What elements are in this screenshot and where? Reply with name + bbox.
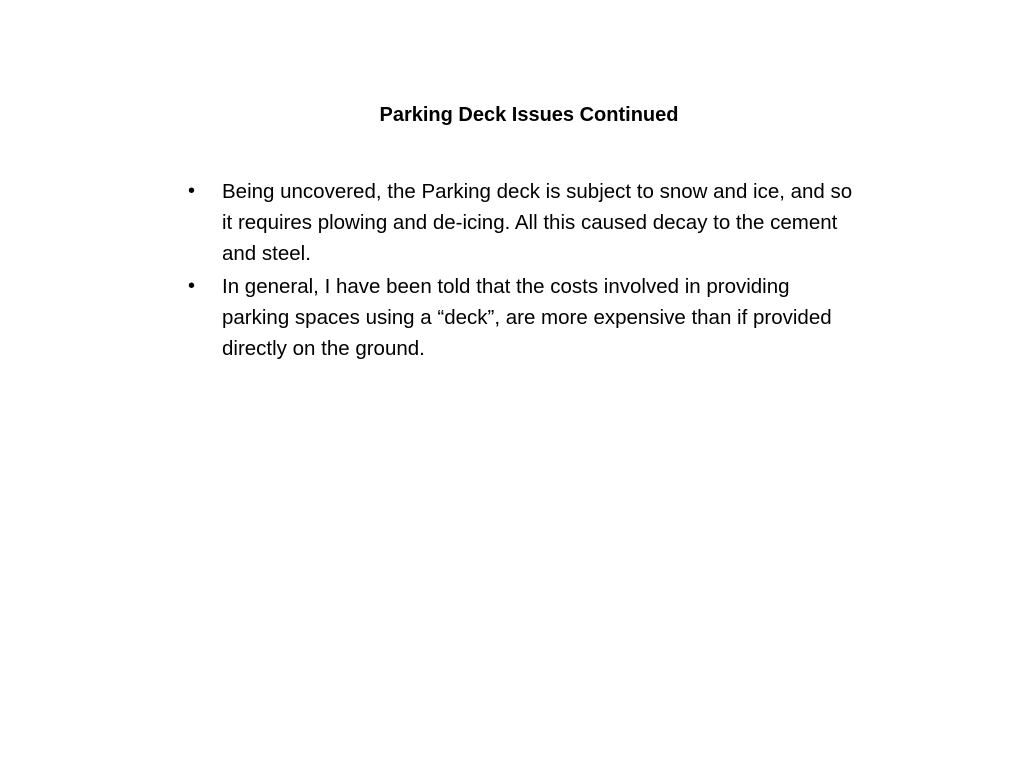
bullet-item	[185, 176, 855, 269]
bullet-list	[185, 176, 855, 366]
slide-title: Parking Deck Issues Continued	[379, 104, 679, 126]
bullet-icon: •	[188, 275, 196, 297]
bullet-text: Being uncovered, the Parking deck is subject to snow and ice, and so it requires plowing and de-icing. All this caused decay to the cement and steel.	[222, 180, 853, 265]
bullet-icon: •	[188, 180, 196, 202]
bullet-text: In general, I have been told that the costs involved in providing parking spaces using a “deck”, are more expensive than if provided directly on the ground.	[222, 275, 832, 360]
bullet-item	[185, 271, 855, 364]
